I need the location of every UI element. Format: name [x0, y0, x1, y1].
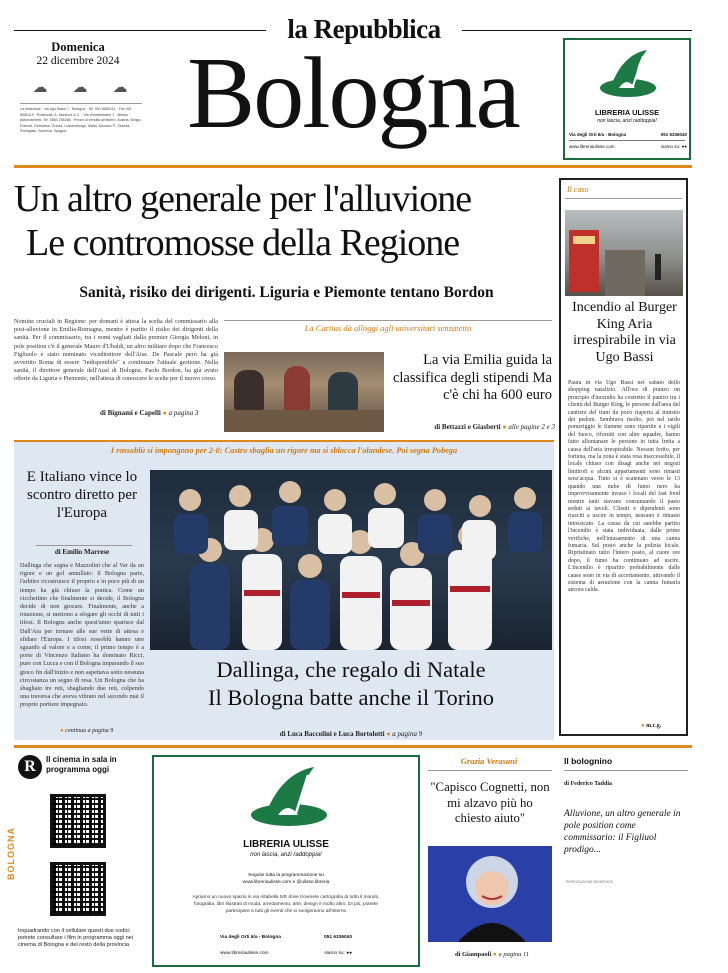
weekday: Domenica — [51, 40, 105, 54]
bottom-ad-social: siamo su: ●● — [324, 951, 352, 956]
bolognino-title: Il bolognino — [564, 756, 613, 766]
sport-main-headline-1: Dallinga, che regalo di Natale — [216, 657, 486, 682]
verasani-photo — [428, 846, 552, 942]
sport-main-headline-2: Il Bologna batte anche il Torino — [207, 685, 495, 710]
bottom-ad-follow: Seguite tutta la programmazione su www.libreriaulisse.com e @ulisse.libreria — [242, 873, 330, 885]
top-ad-tagline: non lascia, anzi raddoppia! — [597, 118, 657, 124]
sport-left-byline[interactable]: di Emilio Marrese — [54, 548, 110, 556]
cinema-qr-code-2[interactable] — [50, 862, 106, 916]
bottom-ad-body: Apriamo un nuovo spazio in via Altabella 5/E dove troverete cartografia di tutto il mondo, fotografia, libri illustrati di moda, arredamento, arte, design e molto altro. Di più, potrete partecipare a tutti gli eventi che si svolgeranno all'interno — [192, 895, 380, 914]
bottom-ad-site[interactable]: www.libreriaulisse.com — [220, 951, 269, 956]
bottom-ad-phone: 051 6336040 — [323, 935, 352, 940]
cloud-icon: ☁ — [32, 78, 48, 96]
cinema-body: Inquadrando con il cellulare questi due codici potrete consultare i film in programma oggi nei cinema di Bologna e del resto della provincia — [18, 928, 134, 948]
bottom-ad-address-text: Via degli Orti 6/a - Bologna — [220, 935, 281, 940]
top-ad-name: LIBRERIA ULISSE — [594, 108, 660, 117]
top-ad-phone: 051 6336040 — [660, 132, 687, 137]
cinema-logo: R — [18, 755, 42, 779]
bottom-ad-name: LIBRERIA ULISSE — [243, 839, 329, 850]
top-ad-address-text: Via degli Orti 6/a - Bologna — [569, 132, 627, 137]
caritas-kicker: La Caritas dà alloggi agli universitari senzatetto — [304, 323, 472, 333]
interview-kicker: Grazia Verasani — [460, 756, 518, 766]
sport-left-more[interactable]: ● continua a pagina 9 — [60, 728, 114, 734]
bottom-ad-footer — [220, 951, 352, 956]
ulisse-sail-logo — [244, 763, 334, 837]
publisher-block: La redazione · via Ugo Bassi 7 · Bologna · Tel. 051 6580111 · Fax 051 6580119 · Pubblicità: A. Manzoni & C. · Via Winckelmann 1 · Milano · Abbonamenti: Tel. 0864 256266 · Prezzi di vendita all'estero: Austria, Belgio, Francia, Germania, Grecia, Lussemburgo, Malta, Monaco P., Olanda, Portogallo, Slovenia, Spagna — [20, 107, 142, 134]
lead-headline-2: Le contromosse della Regione — [26, 222, 460, 264]
bottom-ad-tagline: non lascia, anzi raddoppia! — [250, 852, 322, 858]
cloud-icon: ☁ — [112, 78, 128, 96]
weather-icons — [20, 78, 140, 100]
side-sign: ● m.c.g. — [641, 723, 662, 729]
top-ad-address — [569, 132, 687, 137]
lead-headline-1: Un altro generale per l'alluvione — [14, 178, 472, 220]
sport-kicker: I rossoblù si impongono per 2-0: Castro sbaglia un rigore ma si sblocca l'olandese. Poi segna Pobega — [110, 446, 458, 455]
side-headline: Incendio al Burger King Aria irrespirabile in via Ugo Bassi — [572, 300, 677, 365]
bottom-ad[interactable] — [152, 755, 420, 967]
top-ad-social: siamo su: ●● — [661, 144, 687, 149]
side-body: Paura in via Ugo Bassi nel sabato dello shopping natalizio. All'ora di pranzo un principio d'incendio ha costretto il panico tra i clienti del Burger King, le persone dall'area del cantiere del tram da poco riaperta al transito dei pedoni. Sembrava risolto, poi nel tardo pomeriggio le fiamme sono ripartite e i vigili del fuoco, riforniti con altre squadre, hanno fatto allontanare le persone in tutta fretta a causa dell'aria irrespirabile. Nessun ferito, per fortuna, ma la zona è stata resa inaccessibile, il locale chiuso con disagi anche nei negozi limitrofi e alcuni appartamenti sono rimasti senz'acqua. Tutto si è scatenato verso le 13 quando una nube di fumo nero ha improvvisamente invaso i locali del fast food mentre tanti stavano consumando il pasto seduti ai tavoli. Clienti e dipendenti sono riusciti a uscire in tempo, nessuno è rimasto intossicato. La causa da cui sarebbe partito l'incendio è stata individuata, dalle prime verifiche, nell'intasamento di una canna fumaria. Sul posto anche la polizia locale. Ripristinato tutto l'intero pasto, al cuore ore dopo, il fumo ha continuato ad uscire. L'incendio è ripartito probabilmente dalle cause sono in via di accertamento, attivando il sistema di aerazione con la canna fumaria ancora calda. — [568, 380, 680, 594]
sport-left-body: Dallinga che segna e Mazzolini che al Var da un rigore e un gol annullato: il Bologna parte, l'arbitro ricostruisce il proprio e in poco più di un tempo ha già chiuso la pratica. Come un cicchettino che finalmente si decide, il Bologna decide di non giocare. Finalmente, anche a rotazione, si mettono a sfogare gli occhi di tutti i tifosi. Il Bologna anche quest'anno sparisce dal Dall'Ara per tornare alle sue vette di attesa e sfidare l'Europa. I tifosi rossoblù hanno uno sguardo al valore e a come, il primo tempo è a porte di Vincenzo Italiano ha dominato Ricci, pure con Lucca e con il Bologna imparando il suo gioco fin dall'inizio e non aspettava sotto nessuna circostanza un segno di resa. Un Bologna che ha sbagliato tre reti, sbagliando due reti, colpendo una traversa che aveva vibrato nel secondo mai il proprio portiere impegnato. — [20, 562, 144, 709]
top-ad-footer — [569, 144, 687, 149]
cinema-title: Il cinema in sala in programma oggi — [46, 755, 117, 774]
bolognino-byline[interactable]: di Federico Taddia — [564, 781, 613, 787]
bottom-ad-address — [220, 935, 352, 940]
ulisse-sail-logo — [593, 46, 663, 106]
date: 22 dicembre 2024 — [36, 55, 120, 67]
interview-headline: "Capisco Cognetti, non mi alzavo più ho chiesto aiuto" — [430, 780, 550, 825]
date-block — [18, 40, 138, 67]
cinema-qr-code-1[interactable] — [50, 794, 106, 848]
team-photo — [150, 470, 552, 650]
brand-logo: la Repubblica — [287, 14, 441, 44]
lead-subhead: Sanità, risiko dei dirigenti. Liguria e Piemonte tentano Bordon — [79, 284, 494, 301]
side-column — [559, 178, 688, 736]
lead-body: Nomine cruciali in Regione: per domani è attesa la scelta del commissario alla post-alluvione in Emilia-Romagna, mentre è partito il risiko dei dirigenti della sanità. Per il commissario, tra i nomi vagliati dalla premier Giorgia Meloni, in pole position c'è il generale Mauro d'Ubaldi, un altro militare dopo che Francesco Figliuolo è stato nominato vicedirettore dell'Aise. De Pascale però ha già avvertito Roma di essere "indisponibile" a continuare l'attuale gestione. Nella sanità, il direttore generale dell'Ausl di Bologna, Paolo Bordon, ha già avuto offerte da Liguria e Piemonte, nell'attesa di conoscere le scelte per il nuovo corso. — [14, 318, 218, 383]
caritas-photo — [224, 352, 384, 432]
side-kicker: Il caso — [567, 185, 589, 194]
fire-photo — [565, 210, 683, 296]
caritas-byline[interactable]: di Bettazzi e Giasberti ● alle pagine 2 e 3 — [434, 423, 555, 431]
city-title: Bologna — [187, 37, 519, 150]
social-icon: ●● — [346, 951, 352, 956]
bolognino-footer: RIPRODUZIONE RISERVATA — [566, 880, 613, 884]
bolognino-text: Alluvione, un altro generale in pole position come commissario: il Figliuol prodigo... — [564, 809, 681, 855]
cloud-icon: ☁ — [72, 78, 88, 96]
interview-byline[interactable]: di Giampaoli ● a pagina 11 — [454, 951, 530, 958]
top-ad[interactable] — [563, 38, 691, 160]
cinema-vertical-label: BOLOGNA — [6, 827, 16, 880]
sport-main-byline[interactable]: di Luca Baccolini e Luca Bortolotti ● a pagina 9 — [279, 730, 423, 738]
lead-byline[interactable]: di Bignami e Capelli ● a pagina 3 — [100, 409, 199, 417]
top-ad-site[interactable]: www.libreriaulisse.com — [569, 144, 615, 149]
social-icon: ●● — [681, 144, 687, 149]
sport-left-headline: E Italiano vince lo scontro diretto per l'Europa — [26, 469, 138, 521]
caritas-headline: La via Emilia guida la classifica degli stipendi Ma c'è chi ha 600 euro — [392, 352, 552, 403]
